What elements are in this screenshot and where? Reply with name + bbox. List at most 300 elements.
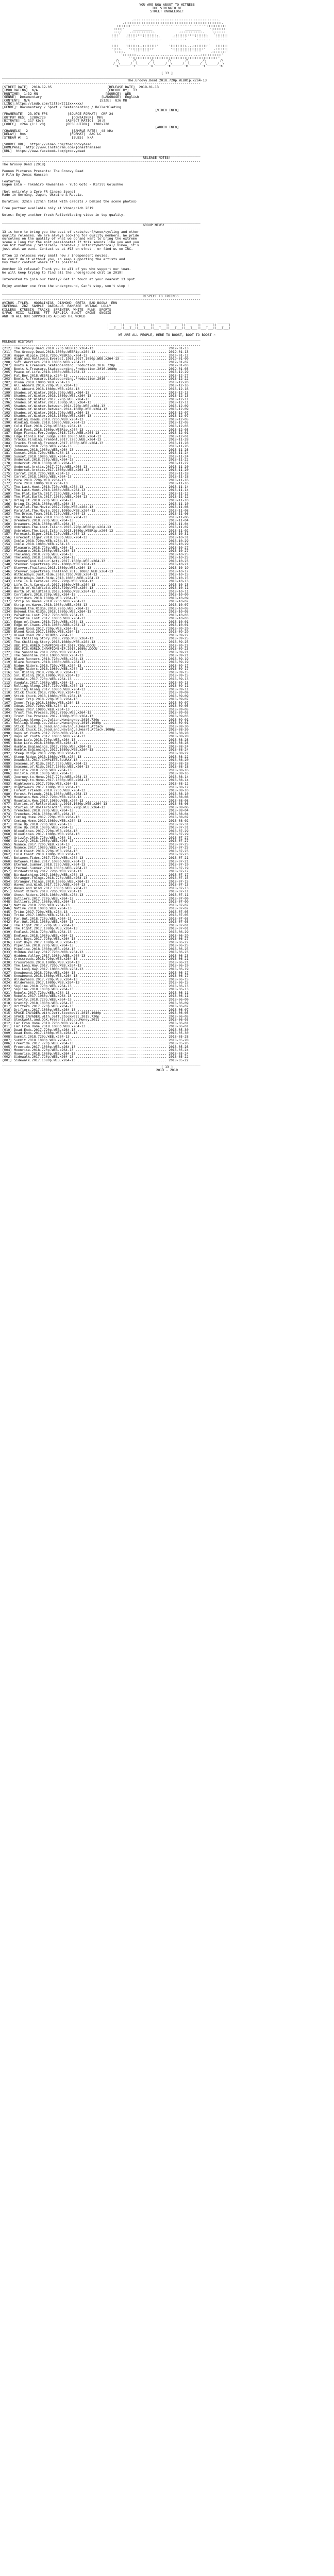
history-index: (042) xyxy=(2,920,14,924)
history-leader: .............................................. xyxy=(73,839,169,843)
history-title: Outliers.2017.720p.WEB.x264-13 xyxy=(14,896,74,901)
history-date: 2018-08-16 xyxy=(169,771,189,776)
history-title: The.Dream.Team.2018.720p.WEB.x264-13 xyxy=(14,512,86,516)
history-title: Native.2018.1080p.WEB.x264-13 xyxy=(14,906,72,911)
history-leader: ........................... xyxy=(111,525,169,530)
history-index: (024) xyxy=(2,980,14,985)
history-leader: .............................................. xyxy=(73,1041,169,1046)
history-leader: ............................................ xyxy=(77,596,169,600)
history-title: Hightowers.2017.1080p.WEB.x264-13 xyxy=(14,785,80,789)
history-leader: ........................................ xyxy=(85,420,169,425)
history-date: 2019-01-13 xyxy=(169,349,189,354)
history-title: Trenches.2018.1080p.WEB.x264-13 xyxy=(14,811,76,816)
history-title: Between.Tides.2017.1080p.WEB.x264-13 xyxy=(14,859,86,863)
release-notes-line: Eugen Enin - Takahiro Nawashima - Yuto Goto - Kirill Golushko xyxy=(2,182,123,187)
history-date: 2018-06-17 xyxy=(169,970,189,975)
history-title: Shades.of.Winter.2016.1080p.WEB.x264-13 xyxy=(14,394,92,398)
history-leader: .................................... xyxy=(93,714,169,719)
history-leader: ......................................... xyxy=(83,484,169,489)
history-date: 2018-10-11 xyxy=(169,586,189,590)
history-date: 2018-07-27 xyxy=(169,835,189,840)
history-title: Tribe.2017.720p.WEB.x264-13 xyxy=(14,909,68,914)
history-title: Inner.Trip.2018.1080p.WEB.x264-13 xyxy=(14,700,80,705)
video-row-2-value: 1280x720 xyxy=(29,115,46,120)
history-title: The.Long.Way.2017.720p.WEB.x264-13 xyxy=(14,963,81,968)
history-leader: ............................................. xyxy=(75,549,169,553)
history-index: (063) xyxy=(2,849,14,853)
history-leader: ......................................... xyxy=(83,427,169,432)
history-date: 2018-05-24 xyxy=(169,1051,189,1056)
history-leader: .......................................... xyxy=(81,795,169,800)
history-title: SPACE.INVADER.with.Jeff.Stockwell.2015.720p xyxy=(14,1014,99,1019)
history-title: Stories.of.Rollerblading.2016.1080p.WEB.x264-13 xyxy=(14,802,107,806)
history-date: 2018-07-11 xyxy=(169,893,189,897)
history-leader: ................................. xyxy=(99,1014,169,1019)
history-title: Dead.Ends.2017.1080p.WEB.x264-13 xyxy=(14,1031,78,1036)
history-date: 2018-11-08 xyxy=(169,508,189,513)
history-index: (062) xyxy=(2,852,14,857)
history-title: Trust.The.Process.2017.720p.WEB.x264-13 xyxy=(14,710,92,715)
release-notes-line: Featuring xyxy=(2,179,20,183)
history-title: Seasons.of.Ride.2017.1080p.WEB.x264-13 xyxy=(14,765,90,769)
video-row-4-label: [CODEC] xyxy=(2,122,16,126)
history-title: Beyond.the.Ridge.2018.1080p.WEB.x264-13 xyxy=(14,609,92,614)
history-title: Rebels.2017.720p.WEB.x264-13 xyxy=(14,990,70,995)
history-title: Ghost.Riders.2018.720p.WEB.x264-13 xyxy=(14,889,81,894)
history-date: 2018-06-05 xyxy=(169,1011,189,1015)
history-index: (001) xyxy=(2,1058,14,1062)
history-title: Far.From.Home.2018.1080p.WEB.x264-13 xyxy=(14,1024,86,1029)
history-leader: ................................................ xyxy=(69,707,169,711)
history-date: 2018-11-18 xyxy=(169,471,189,476)
history-leader: ............................................... xyxy=(71,454,169,459)
history-index: (018) xyxy=(2,1001,14,1005)
history-title: Ideas.2017.1080p.WEB.x264-13 xyxy=(14,707,70,711)
history-leader: ........................................ xyxy=(85,512,169,516)
history-title: Life.Is.A.Carnival.2017.1080p.WEB.x264-13 xyxy=(14,582,95,587)
imdb-link[interactable]: [LINK]:https://imdb.com/title/tt13xxxxxx/ xyxy=(2,101,84,106)
history-index: (184) xyxy=(2,440,14,445)
history-leader: ......................................... xyxy=(83,893,169,897)
history-title: Boots.A.Treasure.Skateboarding.Production.2016 xyxy=(14,377,106,381)
history-leader: ................................... xyxy=(95,639,169,644)
history-title: Freeride.2017.1080p.WEB.x264-13 xyxy=(14,1044,76,1049)
history-index: (054) xyxy=(2,879,14,884)
history-index: (146) xyxy=(2,569,14,573)
genre-line: [GENRE]: Documentary / Sport / Skateboarding / Rollerblading xyxy=(2,105,121,109)
history-leader: ........................................ xyxy=(85,488,169,493)
history-index: (143) xyxy=(2,579,14,584)
history-date: 2018-06-25 xyxy=(169,946,189,951)
history-leader: ........................................... xyxy=(79,700,169,705)
history-index: (026) xyxy=(2,974,14,978)
history-leader: .............................................. xyxy=(73,808,169,813)
history-leader: .......................................... xyxy=(81,650,169,654)
history-leader: ............................................... xyxy=(71,768,169,772)
history-title: Johnson.2018.720p.WEB.x264-13 xyxy=(14,444,72,449)
history-date: 2018-09-05 xyxy=(169,704,189,708)
history-leader: ......................................... xyxy=(83,872,169,877)
history-date: 2018-09-17 xyxy=(169,663,189,668)
ascii-banner: _______ ______ _______ _______ _______ _______ _______ _______ | _ || _ || _ || _ || _ || _ || _ || _ | |___|___||___|__||___|___||___|___||___|___||___|___||___|___||___|___| xyxy=(107,320,230,330)
history-date: 2018-06-19 xyxy=(169,963,189,968)
history-title: Freeride.2017.720p.WEB.x264-13 xyxy=(14,1041,74,1046)
history-title: Life.Is.A.Carnival.2017.720p.WEB.x264-13 xyxy=(14,579,93,584)
history-leader: ................................................ xyxy=(69,451,169,455)
history-date: 2018-08-30 xyxy=(169,724,189,728)
history-index: (079) xyxy=(2,795,14,800)
audio-row-3-value: 1 xyxy=(26,135,28,140)
history-leader: ........................................... xyxy=(79,980,169,985)
history-date: 2018-11-26 xyxy=(169,444,189,449)
history-title: Cold.Feet.2018.1080p.WEBRip.x264-13 xyxy=(14,427,84,432)
history-date: 2018-10-31 xyxy=(169,535,189,540)
history-title: Lost.Boys.2017.720p.WEB.x264-13 xyxy=(14,937,76,941)
history-date: 2018-07-13 xyxy=(169,883,189,887)
history-date: 2018-11-06 xyxy=(169,512,189,516)
history-title: Sol.Rising.2018.1080p.WEB.x264-13 xyxy=(14,673,80,678)
history-index: (011) xyxy=(2,1024,14,1029)
history-leader: ........................................... xyxy=(79,785,169,789)
history-leader: ...................................... xyxy=(89,765,169,769)
history-date: 2018-08-22 xyxy=(169,751,189,756)
history-title: Wilderness.2017.720p.WEB.x264-13 xyxy=(14,977,78,981)
history-leader: ........................................ xyxy=(85,687,169,691)
history-leader: ............................................ xyxy=(77,977,169,981)
history-leader: ......................................... xyxy=(83,417,169,421)
history-date: 2018-05-28 xyxy=(169,1034,189,1039)
release-notes-line: Free partner available only at Vimeo/rich 2019 xyxy=(2,206,93,211)
history-index: (158) xyxy=(2,528,14,533)
info-runtime: 1:32 MN xyxy=(24,91,38,96)
history-leader: ...................................... xyxy=(89,879,169,884)
history-title: The.Dream.Team.2018.1080p.WEB.x264-13 xyxy=(14,515,88,519)
history-leader: ............................................ xyxy=(77,670,169,674)
history-leader: ........................................ xyxy=(85,734,169,739)
history-date: 2018-05-30 xyxy=(169,1031,189,1036)
history-date: 2018-10-17 xyxy=(169,569,189,573)
history-index: (201) xyxy=(2,383,14,388)
history-index: (121) xyxy=(2,653,14,658)
greets-line: Q/FAK MIXX ALIENS FTT REPLICA BUNDT CRONE GNOSIS xyxy=(2,311,111,315)
history-title: Humble.Beginnings.2017.1080p.WEB.x264-13 xyxy=(14,748,93,752)
history-leader: ............................................. xyxy=(75,592,169,597)
history-index: (069) xyxy=(2,828,14,833)
history-index: (198) xyxy=(2,394,14,398)
history-index: (067) xyxy=(2,835,14,840)
history-date: 2018-09-11 xyxy=(169,687,189,691)
history-date: 2018-09-01 xyxy=(169,721,189,725)
history-leader: ............................................... xyxy=(71,845,169,850)
link-1-url[interactable]: https://vimeo.com/thegroovydead xyxy=(29,142,92,146)
history-leader: ..................................... xyxy=(91,394,169,398)
history-leader: ........................................ xyxy=(85,883,169,887)
history-index: (016) xyxy=(2,1007,14,1012)
history-index: (194) xyxy=(2,407,14,412)
history-title: The.Groovy.Dead.2018.720p.WEBRip.x264-13 xyxy=(14,346,93,351)
history-title: Cold.Feet.2018.720p.WEBRip.x264-13 xyxy=(14,423,81,428)
history-title: Carrot.2018.720p.WEB.x264-13 xyxy=(14,471,70,476)
history-title: Pure.2018.720p.WEB.x264-13 xyxy=(14,478,66,482)
history-date: 2018-08-10 xyxy=(169,788,189,793)
history-leader: .............................................. xyxy=(73,457,169,462)
history-title: Rolling.Along.Jo.Julian.Hemingway.2016.1080p xyxy=(14,721,102,725)
history-index: (188) xyxy=(2,427,14,432)
release-notes-line: The Groovy Dead (2018) xyxy=(2,162,46,167)
video-row-1-label: [FRAMERATE] xyxy=(2,111,24,116)
history-leader: ................................ xyxy=(101,721,169,725)
history-index: (123) xyxy=(2,647,14,651)
history-date: 2018-09-17 xyxy=(169,667,189,671)
history-date: 2018-12-05 xyxy=(169,417,189,421)
link-2-url[interactable]: http://www.instagram.com/jonasthanssen xyxy=(26,145,102,150)
history-date: 2019-01-09 xyxy=(169,357,189,361)
history-date: 2018-06-27 xyxy=(169,937,189,941)
history-index: (080) xyxy=(2,791,14,796)
history-leader: ............................................. xyxy=(75,1058,169,1062)
greets-header: RESPECT TO FRIENDS xyxy=(143,294,179,298)
history-leader: .................................. xyxy=(97,572,169,577)
history-leader: ......................................... xyxy=(83,855,169,860)
history-index: (012) xyxy=(2,1021,14,1025)
history-index: (122) xyxy=(2,650,14,654)
history-title: Drifters.2017.720p.WEB.x264-13 xyxy=(14,1004,74,1009)
history-leader: ....................................... xyxy=(87,464,169,469)
history-title: Stick.Chuck.Is.Dead.and.Having.a.Heart.Attack xyxy=(14,724,104,728)
history-leader: ............................................ xyxy=(77,926,169,931)
history-date: 2018-07-15 xyxy=(169,876,189,880)
history-date: 2018-06-07 xyxy=(169,1007,189,1012)
history-title: Unbroken.The.Lost.Island.2015.1080p.WEBRip.x264-13 xyxy=(14,528,113,533)
history-leader: ............................. xyxy=(107,802,169,806)
info-size-label: [SIZE] xyxy=(99,98,111,103)
history-title: Mountain.Men.2017.1080p.WEB.x264-13 xyxy=(14,798,84,803)
intro-line-3: STREET KNOWLEDGE! xyxy=(150,9,184,14)
history-title: Waves.and.Wind.2017.1080p.WEB.x264-13 xyxy=(14,886,88,890)
history-index: (031) xyxy=(2,957,14,961)
history-date: 2018-11-14 xyxy=(169,484,189,489)
history-leader: ....................................... xyxy=(87,535,169,540)
history-date: 2018-09-13 xyxy=(169,677,189,681)
info-content: N/A xyxy=(24,98,30,103)
history-date: 2018-12-07 xyxy=(169,414,189,418)
history-leader: .................................. xyxy=(97,647,169,651)
group-news-line: can hit Youtube / SkinTrain/ Pinkbike / Infinitymetrical/ Vimeo, it's xyxy=(2,243,139,248)
greets-line: KILLERS KTRESIN TRACKS SPRINTER WHITE PUNK SPORTS xyxy=(2,307,111,312)
history-title: UBC.FIS.WORLD.CHAMPIONSHIP.2017.1080p.DOCU xyxy=(14,647,97,651)
history-index: (002) xyxy=(2,1055,14,1059)
info-release-date: 2019-01-13 xyxy=(139,84,159,89)
history-date: 2018-07-09 xyxy=(169,900,189,904)
history-index: (081) xyxy=(2,788,14,793)
history-index: (133) xyxy=(2,613,14,617)
history-index: (209) xyxy=(2,357,14,361)
video-row-2-label-b: [CONTAINER] xyxy=(71,115,94,120)
history-leader: ........................................... xyxy=(79,673,169,678)
history-date: 2018-08-26 xyxy=(169,741,189,745)
history-date: 2018-12-16 xyxy=(169,386,189,391)
history-index: (022) xyxy=(2,987,14,992)
history-index: (030) xyxy=(2,960,14,964)
link-2-label: [HOMEPAGE] xyxy=(2,145,22,150)
history-index: (189) xyxy=(2,423,14,428)
history-title: Withindays.Just.Ride.2018.720p.WEB.x264-13 xyxy=(14,572,97,577)
history-date: 2018-08-04 xyxy=(169,811,189,816)
history-title: Hidden.Valley.2017.1080p.WEB.x264-13 xyxy=(14,953,86,958)
history-title: The.Flat.Earth.2017.720p.WEB.x264-13 xyxy=(14,491,86,496)
history-title: Withindays.Just.Ride.2018.1080p.WEB.x264-13 xyxy=(14,575,99,580)
history-title: All.Aboard.2018.1080p.WEB.x264-13 xyxy=(14,386,80,391)
history-leader: ....................................... xyxy=(87,602,169,607)
history-index: (162) xyxy=(2,515,14,519)
history-date: 2018-09-23 xyxy=(169,647,189,651)
history-date: 2018-09-07 xyxy=(169,697,189,702)
history-index: (128) xyxy=(2,630,14,634)
history-leader: ....................................... xyxy=(87,876,169,880)
history-index: (084) xyxy=(2,778,14,783)
history-date: 2018-08-12 xyxy=(169,785,189,789)
history-date: 2018-07-09 xyxy=(169,896,189,901)
history-leader: ............................................... xyxy=(71,474,169,479)
link-3-url[interactable]: https://www.facebook.com/groovydead xyxy=(15,149,86,153)
history-leader: ................................ xyxy=(101,434,169,438)
history-date: 2018-12-07 xyxy=(169,410,189,415)
history-index: (181) xyxy=(2,451,14,455)
history-index: (003) xyxy=(2,1051,14,1056)
history-index: (169) xyxy=(2,491,14,496)
history-title: Vandals.2017.720p.WEB.x264-13 xyxy=(14,677,72,681)
history-title: Rolling.Along.Jo.Julian.Hemingway.2016.720p xyxy=(14,717,99,722)
history-title: Bloodlines.2017.720p.WEB.x264-13 xyxy=(14,828,78,833)
history-index: (145) xyxy=(2,572,14,577)
history-index: (190) xyxy=(2,420,14,425)
history-leader: ............................................. xyxy=(75,1007,169,1012)
history-date: 2018-11-10 xyxy=(169,501,189,506)
history-leader: ................................... xyxy=(95,562,169,567)
history-date: 2019-01-12 xyxy=(169,353,189,358)
history-leader: ........................................ xyxy=(85,616,169,621)
history-date: 2018-07-17 xyxy=(169,869,189,874)
history-title: Sufi.Warriors.2018.1080p.WEB.x264-13 xyxy=(14,360,86,364)
history-index: (100) xyxy=(2,724,14,728)
history-index: (051) xyxy=(2,889,14,894)
history-index: (117) xyxy=(2,667,14,671)
history-leader: ............................................ xyxy=(77,383,169,388)
info-street-date-label: [STREET DATE] xyxy=(2,84,28,89)
history-title: The.Last.Hunt.2018.720p.WEB.x264-13 xyxy=(14,484,84,489)
history-title: The.Chilling.Story.2018.720p.WEB.x264-13 xyxy=(14,636,93,641)
history-date: 2018-05-28 xyxy=(169,1038,189,1042)
history-index: (167) xyxy=(2,498,14,503)
history-title: Pure.2018.1080p.WEB.x264-13 xyxy=(14,481,68,486)
info-source-label: [SOURCE] xyxy=(105,91,121,96)
history-title: Thelemag.2018.720p.WEB.x264-13 xyxy=(14,552,74,556)
history-date: 2018-10-03 xyxy=(169,613,189,617)
history-date: 2018-06-01 xyxy=(169,1021,189,1025)
history-leader: .......................... xyxy=(113,528,169,533)
nfo-document: YOU ARE NOW ABOUT TO WITNESS THE STRENGTH OF STREET KNOWLEDGE! .:::::::::::::::::::::::::::::::::::::::::::::::::. .::::::::::::::::::::::::::::::::::::::::::::::::::::::::. ::::::::''''''''''''''''''''''''''''''''''''''''''''::::::::::: :::::' ___________ _________ '::::::::: ::::' .:::::::::::::. .:::::::::::::. ':::::::: ::::' :::::::::::::::::. .::::::::::::::::::. '::::::: :::: ::::::' '::::::::: ::::::::' '::::::: ::::::: :::: :::::' ::::::::: ::::::::' '::::::: ::::::: :::: :::::. :::::::: ::::::::. .::::::: ::::::: :::: ':::::::..::::::::' ':::::::::....::::::::' ::::::: '::::. ':::::::::::::' '::::::::::::::::::' .::::::: ':::::. ''''''''' '''''''''''''''' .::::::::' '::::::::.....................................::::::::::::' '':::::::::::::::::::::::::::::::::::::::::::::::::'' /\ /\ /\ /\ /\ /\ /\ /__\______/__\______/__\______/__\______/__\______/__\______/__\ S T R E E T K [ 13 ] ____________________________________________________________________________________________________ The.Groovy.Dead.2018.720p.WEBRip.x264-13 ---------------------------------------------------------------------------------------------------- [STREET DATE] 2018-12-05 [RELEASE DATE] 2019-01-13 [IMDB RATING] N/A [ENCODE BY] 13 [RUNTIME] 1:32 MN [SOURCE] WEB [GENRE] Documentary [LANGUAGE] English [CONTENT] N/A [SIZE] 826 MB [LINK]:https://imdb.com/title/tt13xxxxxx/ [GENRE]: Documentary / Sport / Skateboarding / Rollerblading [VIDEO_INFO] [FRAMERATE] 23.976 FPS [SOURCE FORMAT] CRF 24 [OUTPUT RES] 1280x720 [CONTAINER] MKV [BITRATE] 1 117 kb/s [ASPECT RATIO] 16:9 [CODEC] x264 (1:1 v0) [RESOLUTION] 1280x720 [AUDIO_INFO] [CHANNELS] 2 [SAMPLE RATE] 48 kHz [DELAY] 0ms [FORMAT] AAC LC [STREAM #] 1 [SUBS] N/A [SOURCE URL] https://vimeo.com/thegroovydead [HOMEPAGE] http://www.instagram.com/jonasthanssen [URL] https://www.facebook.com/groovydead ____________________________________________________________________________________________________ RELEASE NOTES! ---------------------------------------------------------------------------------------------------- The Groovy Dead (2018) Pennon Pictures Presents: The Groovy Dead A Film By Jonas Hanssen Featuring Eugen Enin - Takahiro Nawashima - Yuto Goto - Kirill Golushko [Not entirely a Zero FR Cinema Scene] Made in Germany, Japan, Ukraine & Russia. Duration: 32min (27min total with credits / behind the scene photos) Free partner available only at Vimeo/rich 2019 Notes: Enjoy another fresh Rollerblading video in top quality. ____________________________________________________________________________________________________ GROUP NEWS! ---------------------------------------------------------------------------------------------------- 13 is here to bring you the best of skate/surf/snow/cycling and other quality releases. We are always looking for quality members. We pride ourselves on the quality of what we do and want to bring the extreme scene a long for the most passionate! If this sounds like you and you can hit Youtube / SkinTrain/ Pinkbike / Infinitymetrical/ Vimeo, it's just what we want. Contact us at #13 on efnet - or find us on IRC. Often 13 releases very small new / independent movies. We can't do it without you, so keep supporting the artists and buy their content where it is possible. Another 13 release? Thank you to all of you who support our team. We will keep trying to find all the underground chit in 2019! Interested to join our family? Get in touch at your nearest 13 spot. Enjoy another one from the underground, Can't stop, won't stop ! ____________________________________________________________________________________________________ RESPECT TO FRIENDS ---------------------------------------------------------------------------------------------------- #VIRUS -TYLER- HOOBLINIGS DIAMOND GRETA BAD BOONA ERN INFERNAL ZBZ SAMPLE DAEDALUS RAMPAGE WUTANG LOLLY KILLERS KTRESIN TRACKS SPRINTER WHITE PUNK SPORTS Q/FAK MIXX ALIENS FTT REPLICA BUNDT CRONE GNOSIS AND TO ALL OUR SUPPORTERS AROUND THE WORLD _______ ______ _______ _______ _______ _______ _______ _______ | _ || _ || _ || _ || _ || _ || _ || _ | |___|___||___|__||___|___||___|___||___|___||___|___||___|___||___|___| WE ARE ALL PEOPLE, HERE TO BOOST, BOOT TO BOOST ~ ____________________________________________________________________________________________________ RELEASE HISTORY! ---------------------------------------------------------------------------------------------------- (212) The.Groovy.Dead.2018.720p.WEBRip.x264-13 .................................... 2019-01-13 (211) The.Groovy.Dead.2018.1080p.WEBRip.x264-13 ................................... 2019-01-13 (210) Happy.Hippie.2018.720p.WEBRip.x264-13 ....................................... 2019-01-12 (209) High.and.Hollowed.Everest.1963.2017.1080p.WEB.x264-13 ....................... 2019-01-09 (208) Sufi.Warriors.2018.1080p.WEB.x264-13 ........................................ 2019-01-07 (207) Boots.A.Treasure.Skateboarding.Production.2016.720p ......................... 2019-01-03 (206) Boots.A.Treasure.Skateboarding.Production.2016.1080p ........................ 2019-01-03 (205) Peace.of.Life.2018.1080p.WEB.x264-13 ........................................ 2018-12-29 (204) Fat.Boy.2018.WEBRip.x264-13 ................................................. 2018-12-27 (203) Boots.A.Treasure.Skateboarding.Production.2016 .............................. 2018-12-22 (202) Kiona.2018.1080p.WEB.x264-13 ................................................ 2018-12-20 (201) All.Aboard.2018.720p.WEB.x264-13 ............................................ 2018-12-16 (200) All.Aboard.2018.1080p.WEB.x264-13 ........................................... 2018-12-16 (199) Shades.of.Winter.2016.720p.WEB.x264-13 ...................................... 2018-12-13 (198) Shades.of.Winter.2016.1080p.WEB.x264-13 ..................................... 2018-12-13 (197) Shades.of.Winter.2017.720p.WEB.x264-13 ...................................... 2018-12-11 (196) Shades.of.Winter.2017.1080p.WEB.x264-13 ..................................... 2018-12-11 (195) Shades.of.Winter.Between.2014.720p.WEB.x264-13 .............................. 2018-12-09 (194) Shades.of.Winter.Between.2014.1080p.WEB.x264-13 ............................. 2018-12-09 (193) Shades.of.Winter.2018.720p.WEB.x264-13 ...................................... 2018-12-07 (192) Shades.of.Winter.2018.1080p.WEB.x264-13 ..................................... 2018-12-07 (191) Winding.Roads.2018.720p.WEB.x264-13 ......................................... 2018-12-05 (190) Winding.Roads.2018.1080p.WEB.x264-13 ........................................ 2018-12-05 (189) Cold.Feet.2018.720p.WEBRip.x264-13 .......................................... 2018-12-03 (188) Cold.Feet.2018.1080p.WEBRip.x264-13 ......................................... 2018-12-03 (187) Edge.Fionis.For.Judge.2018.720p.WEB.x264-13 ................................. 2018-12-01 (186) Edge.Fionis.For.Judge.2018.1080p.WEB.x264-13 ................................ 2018-12-01 (185) Tracks.Finding.Fremont.2017.720p.WEB.x264-13 ................................ 2018-11-28 (184) Tracks.Finding.Fremont.2017.1080p.WEB.x264-13 ............................... 2018-11-28 (183) Johnson.2018.720p.WEB.x264-13 ............................................... 2018-11-26 (182) Johnson.2018.1080p.WEB.x264-13 .............................................. 2018-11-26 (181) Sunset.2018.720p.WEB.x264-13 ................................................ 2018-11-24 (180) Sunset.2018.1080p.WEB.x264-13 ............................................... 2018-11-24 (179) Undercut.2018.720p.WEB.x264-13 .............................................. 2018-11-22 (178) Undercut.2018.1080p.WEB.x264-13 ............................................. 2018-11-22 (177) Undercut.Arctic.2017.720p.WEB.x264-13 ....................................... 2018-11-20 (176) Undercut.Arctic.2017.1080p.WEB.x264-13 ...................................... 2018-11-20 (175) Carrot.2018.720p.WEB.x264-13 ................................................ 2018-11-18 (174) Carrot.2018.1080p.WEB.x264-13 ............................................... 2018-11-18 (173) Pure.2018.720p.WEB.x264-13 .................................................. 2018-11-16 (172) Pure.2018.1080p.WEB.x264-13 ................................................. 2018-11-16 (171) The.Last.Hunt.2018.720p.WEB.x264-13 ......................................... 2018-11-14 (170) The.Last.Hunt.2018.1080p.WEB.x264-13 ........................................ 2018-11-14 (169) The.Flat.Earth.2017.720p.WEB.x264-13 ........................................ 2018-11-12 (168) The.Flat.Earth.2017.1080p.WEB.x264-13 ....................................... 2018-11-12 (167) Bring.It.2018.720p.WEB.x264-13 .............................................. 2018-11-10 (166) Bring.It.2018.1080p.WEB.x264-13 ............................................. 2018-11-10 (165) Parallel.The.Movie.2017.720p.WEB.x264-13 .................................... 2018-11-08 (164) Parallel.The.Movie.2017.1080p.WEB.x264-13 ................................... 2018-11-08 (163) The.Dream.Team.2018.720p.WEB.x264-13 ........................................ 2018-11-06 (162) The.Dream.Team.2018.1080p.WEB.x264-13 ....................................... 2018-11-06 (161) Dreamers.2018.720p.WEB.x264-13 .............................................. 2018-11-04 (160) Dreamers.2018.1080p.WEB.x264-13 ............................................. 2018-11-04 (159) Unbroken.The.Lost.Island.2015.720p.WEBRip.x264-13 ........................... 2018-11-02 (158) Unbroken.The.Lost.Island.2015.1080p.WEBRip.x264-13 .......................... 2018-11-02 (157) Forecast.Eiger.2018.720p.WEB.x264-13 ........................................ 2018-10-31 (156) Forecast.Eiger.2018.1080p.WEB.x264-13 ....................................... 2018-10-31 (155) Inkle.2018.720p.WEB.x264-13 ................................................. 2018-10-29 (154) Inkle.2018.1080p.WEB.x264-13 ................................................ 2018-10-29 (153) Pleasure.2018.720p.WEB.x264-13 .............................................. 2018-10-27 (152) Pleasure.2018.1080p.WEB.x264-13 ............................................. 2018-10-27 (151) Thelemag.2018.720p.WEB.x264-13 .............................................. 2018-10-25 (150) Thelemag.2018.1080p.WEB.x264-13 ............................................. 2018-10-25 (149) Stevver.And.Colour.Acts.2017.1080p.WEB.x264-13 .............................. 2018-10-23 (148) Stevver.Supertramp.2017.1080p.WEB.x264-13 ................................... 2018-10-21 (147) Stevver.Thailand.2015.1080p.WEB.x264-13 ..................................... 2018-10-19 (146) Stevver.Supertramp.Thailand.2015.1080p.WEB.x264-13 .......................... 2018-10-17 (145) Withindays.Just.Ride.2018.720p.WEB.x264-13 .................................. 2018-10-15 (144) Withindays.Just.Ride.2018.1080p.WEB.x264-13 ................................. 2018-10-15 (143) Life.Is.A.Carnival.2017.720p.WEB.x264-13 .................................... 2018-10-13 (142) Life.Is.A.Carnival.2017.1080p.WEB.x264-13 ................................... 2018-10-13 (141) Worth.of.Wildfield.2018.720p.WEB.x264-13 .................................... 2018-10-11 (140) Worth.of.Wildfield.2018.1080p.WEB.x264-13 ................................... 2018-10-11 (139) Corridors.2018.720p.WEB.x264-13 ............................................. 2018-10-09 (138) Corridors.2018.1080p.WEB.x264-13 ............................................ 2018-10-09 (137) Strip.on.Waves.2018.720p.WEB.x264-13 ........................................ 2018-10-07 (136) Strip.on.Waves.2018.1080p.WEB.x264-13 ....................................... 2018-10-07 (135) Beyond.the.Ridge.2018.720p.WEB.x264-13 ...................................... 2018-10-05 (134) Beyond.the.Ridge.2018.1080p.WEB.x264-13 ..................................... 2018-10-05 (133) Paradise.Lost.2017.720p.WEB.x264-13 ......................................... 2018-10-03 (132) Paradise.Lost.2017.1080p.WEB.x264-13 ........................................ 2018-10-03 (131) Edge.of.Chaos.2018.720p.WEB.x264-13 ......................................... 2018-10-01 (130) Edge.of.Chaos.2018.1080p.WEB.x264-13 ........................................ 2018-10-01 (129) Blood.Road.2017.720p.WEB.x264-13 ............................................ 2018-09-29 (128) Blood.Road.2017.1080p.WEB.x264-13 ........................................... 2018-09-29 (127) Blood.Road.2017.WEBRip.x264-13 .............................................. 2018-09-27 (126) The.Chilling.Story.2018.720p.WEB.x264-13 .................................... 2018-09-25 (125) The.Chilling.Story.2018.1080p.WEB.x264-13 ................................... 2018-09-25 (124) UBC.FIS.WORLD.CHAMPIONSHIP.2017.720p.DOCU ................................... 2018-09-23 (123) UBC.FIS.WORLD.CHAMPIONSHIP.2017.1080p.DOCU .................................. 2018-09-23 (122) The.Sunshine.2018.720p.WEB.x264-13 .......................................... 2018-09-21 (121) The.Sunshine.2018.1080p.WEB.x264-13 ......................................... 2018-09-21 (120) Blaze.Runners.2018.720p.WEB.x264-13 ......................................... 2018-09-19 (119) Blaze.Runners.2018.1080p.WEB.x264-13 ........................................ 2018-09-19 (118) Ridge.Riders.2018.720p.WEB.x264-13 .......................................... 2018-09-17 (117) Ridge.Riders.2018.1080p.WEB.x264-13 ......................................... 2018-09-17 (116) Sol.Rising.2018.720p.WEB.x264-13 ............................................ 2018-09-15 (115) Sol.Rising.2018.1080p.WEB.x264-13 ........................................... 2018-09-15 (114) Vandals.2017.720p.WEB.x264-13 ............................................... 2018-09-13 (113) Vandals.2017.1080p.WEB.x264-13 .............................................. 2018-09-13 (112) Rolling.Along.2017.720p.WEB.x264-13 ......................................... 2018-09-11 (111) Rolling.Along.2017.1080p.WEB.x264-13 ........................................ 2018-09-11 (110) Stick.Chuck.2018.720p.WEB.x264-13 ........................................... 2018-09-09 (109) Stick.Chuck.2018.1080p.WEB.x264-13 .......................................... 2018-09-09 (108) Inner.Trip.2018.720p.WEB.x264-13 ............................................ 2018-09-07 (107) Inner.Trip.2018.1080p.WEB.x264-13 ........................................... 2018-09-07 (106) Ideas.2017.720p.WEB.x264-13 ................................................. 2018-09-05 (105) Ideas.2017.1080p.WEB.x264-13 ................................................ 2018-09-05 (104) Trust.The.Process.2017.720p.WEB.x264-13 ..................................... 2018-09-03 (103) Trust.The.Process.2017.1080p.WEB.x264-13 .................................... 2018-09-03 (102) Rolling.Along.Jo.Julian.Hemingway.2016.720p ................................. 2018-09-01 (101) Rolling.Along.Jo.Julian.Hemingway.2016.1080p ................................ 2018-09-01 (100) Stick.Chuck.Is.Dead.and.Having.a.Heart.Attack ............................... 2018-08-30 (099) Stick.Chuck.Is.Dead.and.Having.a.Heart.Attack.1080p ......................... 2018-08-30 (098) Days.of.Youth.2017.720p.WEB.x264-13 ......................................... 2018-08-28 (097) Days.of.Youth.2017.1080p.WEB.x264-13 ........................................ 2018-08-28 (096) Bike.Life.2018.720p.WEB.x264-13 ............................................. 2018-08-26 (095) Bike.Life.2018.1080p.WEB.x264-13 ............................................ 2018-08-26 (094) Humble.Beginnings.2017.720p.WEB.x264-13 ..................................... 2018-08-24 (093) Humble.Beginnings.2017.1080p.WEB.x264-13 .................................... 2018-08-24 (092) Steep.Ridge.2018.720p.WEB.x264-13 ........................................... 2018-08-22 (091) Steep.Ridge.2018.1080p.WEB.x264-13 .......................................... 2018-08-22 (090) Downhill.2017.COMPLETE.BLURAY-13 ............................................ 2018-08-20 (089) Seasons.of.Ride.2017.720p.WEB.x264-13 ....................................... 2018-08-18 (088) Seasons.of.Ride.2017.1080p.WEB.x264-13 ...................................... 2018-08-18 (087) Bolivia.2018.720p.WEB.x264-13 ............................................... 2018-08-16 (086) Bolivia.2018.1080p.WEB.x264-13 .............................................. 2018-08-16 (085) Journey.to.Home.2017.720p.WEB.x264-13 ....................................... 2018-08-14 (084) Journey.to.Home.2017.1080p.WEB.x264-13 ...................................... 2018-08-14 (083) Hightowers.2017.720p.WEB.x264-13 ............................................ 2018-08-12 (082) Hightowers.2017.1080p.WEB.x264-13 ........................................... 2018-08-12 (081) Forest.Friends.2018.720p.WEB.x264-13 ........................................ 2018-08-10 (080) Forest.Friends.2018.1080p.WEB.x264-13 ....................................... 2018-08-10 (079) Mountain.Men.2017.720p.WEB.x264-13 .......................................... 2018-08-08 (078) Mountain.Men.2017.1080p.WEB.x264-13 ......................................... 2018-08-08 (077) Stories.of.Rollerblading.2016.1080p.WEB.x264-13 ............................. 2018-08-06 (076) Stories.of.Rollerblading.2016.720p.WEB.x264-13 .............................. 2018-08-06 (075) Trenches.2018.720p.WEB.x264-13 .............................................. 2018-08-04 (074) Trenches.2018.1080p.WEB.x264-13 ............................................. 2018-08-04 (073) Coming.Home.2017.720p.WEB.x264-13 ........................................... 2018-08-02 (072) Coming.Home.2017.1080p.WEB.x264-13 .......................................... 2018-08-02 (071) Rise.Up.2018.720p.WEB.x264-13 ............................................... 2018-07-31 (070) Rise.Up.2018.1080p.WEB.x264-13 .............................................. 2018-07-31 (069) Bloodlines.2017.720p.WEB.x264-13 ............................................ 2018-07-29 (068) Bloodlines.2017.1080p.WEB.x264-13 ........................................... 2018-07-29 (067) Grizzly.2018.720p.WEB.x264-13 ............................................... 2018-07-27 (066) Grizzly.2018.1080p.WEB.x264-13 .............................................. 2018-07-27 (065) Nuance.2017.720p.WEB.x264-13 ................................................ 2018-07-25 (064) Nuance.2017.1080p.WEB.x264-13 ............................................... 2018-07-25 (063) Cold.Coast.2018.720p.WEB.x264-13 ............................................ 2018-07-23 (062) Cold.Coast.2018.1080p.WEB.x264-13 ........................................... 2018-07-23 (061) Between.Tides.2017.720p.WEB.x264-13 ......................................... 2018-07-21 (060) Between.Tides.2017.1080p.WEB.x264-13 ........................................ 2018-07-21 (059) Eternal.Summer.2018.720p.WEB.x264-13 ........................................ 2018-07-19 (058) Eternal.Summer.2018.1080p.WEB.x264-13 ....................................... 2018-07-19 (057) Birdwatching.2017.720p.WEB.x264-13 .......................................... 2018-07-17 (056) Birdwatching.2017.1080p.WEB.x264-13 ......................................... 2018-07-17 (055) Stranger.Things.2018.720p.WEB.x264-13 ....................................... 2018-07-15 (054) Stranger.Things.2018.1080p.WEB.x264-13 ...................................... 2018-07-15 (053) Waves.and.Wind.2017.720p.WEB.x264-13 ........................................ 2018-07-13 (052) Waves.and.Wind.2017.1080p.WEB.x264-13 ....................................... 2018-07-13 (051) Ghost.Riders.2018.720p.WEB.x264-13 .......................................... 2018-07-11 (050) Ghost.Riders.2018.1080p.WEB.x264-13 ......................................... 2018-07-11 (049) Outliers.2017.720p.WEB.x264-13 .............................................. 2018-07-09 (048) Outliers.2017.1080p.WEB.x264-13 ............................................. 2018-07-09 (047) Native.2018.720p.WEB.x264-13 ................................................ 2018-07-07 (046) Native.2018.1080p.WEB.x264-13 ............................................... 2018-07-07 (045) Tribe.2017.720p.WEB.x264-13 ................................................. 2018-07-05 (044) Tribe.2017.1080p.WEB.x264-13 ................................................ 2018-07-05 (043) Far.Out.2018.720p.WEB.x264-13 ............................................... 2018-07-03 (042) Far.Out.2018.1080p.WEB.x264-13 .............................................. 2018-07-03 (041) The.Fight.2017.720p.WEB.x264-13 ............................................. 2018-07-01 (040) The.Fight.2017.1080p.WEB.x264-13 ............................................ 2018-07-01 (039) Endless.2018.720p.WEB.x264-13 ............................................... 2018-06-29 (038) Endless.2018.1080p.WEB.x264-13 .............................................. 2018-06-29 (037) Lost.Boys.2017.720p.WEB.x264-13 ............................................. 2018-06-27 (036) Lost.Boys.2017.1080p.WEB.x264-13 ............................................ 2018-06-27 (035) Pipeline.2018.720p.WEB.x264-13 .............................................. 2018-06-25 (034) Pipeline.2018.1080p.WEB.x264-13 ............................................. 2018-06-25 (033) Hidden.Valley.2017.720p.WEB.x264-13 ......................................... 2018-06-23 (032) Hidden.Valley.2017.1080p.WEB.x264-13 ........................................ 2018-06-23 (031) Crossroads.2018.720p.WEB.x264-13 ............................................ 2018-06-21 (030) Crossroads.2018.1080p.WEB.x264-13 ........................................... 2018-06-21 (029) The.Long.Way.2017.720p.WEB.x264-13 .......................................... 2018-06-19 (028) The.Long.Way.2017.1080p.WEB.x264-13 ......................................... 2018-06-19 (027) Snowbound.2018.720p.WEB.x264-13 ............................................. 2018-06-17 (026) Snowbound.2018.1080p.WEB.x264-13 ............................................ 2018-06-17 (025) Wilderness.2017.720p.WEB.x264-13 ............................................ 2018-06-15 (024) Wilderness.2017.1080p.WEB.x264-13 ........................................... 2018-06-15 (023) Skyline.2018.720p.WEB.x264-13 ............................................... 2018-06-13 (022) Skyline.2018.1080p.WEB.x264-13 .............................................. 2018-06-13 (021) Rebels.2017.720p.WEB.x264-13 ................................................ 2018-06-11 (020) Rebels.2017.1080p.WEB.x264-13 ............................................... 2018-06-11 (019) Gravity.2018.720p.WEB.x264-13 ............................................... 2018-06-09 (018) Gravity.2018.1080p.WEB.x264-13 .............................................. 2018-06-09 (017) Drifters.2017.720p.WEB.x264-13 .............................................. 2018-06-07 (016) Drifters.2017.1080p.WEB.x264-13 ............................................. 2018-06-07 (015) SPACE.INVADER.with.Jeff.Stockwell.2015.1080p ................................ 2018-06-05 (014) SPACE.INVADER.with.Jeff.Stockwell.2015.720p ................................. 2018-06-05 (013) Stockwell.and.DGK.Presents.Blood.Money.2011 ................................. 2018-06-03 (012) Far.From.Home.2018.720p.WEB.x264-13 ......................................... 2018-06-01 (011) Far.From.Home.2018.1080p.WEB.x264-13 ........................................ 2018-06-01 (010) Dead.Ends.2017.720p.WEB.x264-13 ............................................. 2018-05-30 (009) Dead.Ends.2017.1080p.WEB.x264-13 ............................................ 2018-05-30 (008) Summit.2018.720p.WEB.x264-13 ................................................ 2018-05-28 (007) Summit.2018.1080p.WEB.x264-13 ............................................... 2018-05-28 (006) Freeride.2017.720p.WEB.x264-13 .............................................. 2018-05-26 (005) Freeride.2017.1080p.WEB.x264-13 ............................................. 2018-05-26 (004) Moonrise.2018.720p.WEB.x264-13 .............................................. 2018-05-24 (003) Moonrise.2018.1080p.WEB.x264-13 ............................................. 2018-05-24 (002) Sidewalk.2017.720p.WEB.x264-13 .............................................. 2018-05-22 (001) Sidewalk.2017.1080p.WEB.x264-13 ............................................. 2018-05-22 ____________________________________________________________________________________________________ [ 13 ] 2013 - 2019 xyxy=(0,0,334,1072)
history-index: (070) xyxy=(2,825,14,830)
history-date: 2018-06-29 xyxy=(169,933,189,938)
history-index: (210) xyxy=(2,353,14,358)
history-date: 2018-10-31 xyxy=(169,532,189,536)
history-leader: .............................................. xyxy=(73,1004,169,1009)
history-title: Nuance.2017.1080p.WEB.x264-13 xyxy=(14,845,72,850)
history-title: Birdwatching.2017.720p.WEB.x264-13 xyxy=(14,869,81,874)
history-title: Skyline.2018.1080p.WEB.x264-13 xyxy=(14,987,74,992)
history-date: 2018-06-03 xyxy=(169,1018,189,1022)
history-index: (014) xyxy=(2,1014,14,1019)
history-leader: ......................................... xyxy=(83,950,169,955)
history-leader: ......................................... xyxy=(83,967,169,972)
history-leader: .............................. xyxy=(105,377,169,381)
history-title: Tracks.Finding.Fremont.2017.720p.WEB.x264-13 xyxy=(14,437,102,442)
history-date: 2018-12-16 xyxy=(169,383,189,388)
info-size: 826 MB xyxy=(115,98,127,103)
history-date: 2018-12-27 xyxy=(169,373,189,378)
history-title: UBC.FIS.WORLD.CHAMPIONSHIP.2017.720p.DOCU xyxy=(14,643,95,648)
history-date: 2018-07-05 xyxy=(169,913,189,918)
greets-line: INFERNAL ZBZ SAMPLE DAEDALUS RAMPAGE WUTANG LOLLY xyxy=(2,304,111,309)
page-marker-top: [ 13 ] xyxy=(161,71,173,76)
history-index: (129) xyxy=(2,626,14,631)
history-title: Cold.Coast.2018.720p.WEB.x264-13 xyxy=(14,849,78,853)
history-date: 2018-08-02 xyxy=(169,815,189,820)
history-index: (161) xyxy=(2,518,14,523)
history-date: 2018-08-14 xyxy=(169,774,189,779)
history-date: 2018-10-11 xyxy=(169,589,189,594)
history-leader: ........................................ xyxy=(85,859,169,863)
history-leader: ........................................... xyxy=(79,852,169,857)
history-index: (176) xyxy=(2,468,14,472)
info-release-date-label: [RELEASE DATE] xyxy=(107,84,135,89)
history-leader: ................................................. xyxy=(67,909,169,914)
history-index: (044) xyxy=(2,913,14,918)
history-date: 2018-06-09 xyxy=(169,997,189,1002)
history-date: 2018-09-15 xyxy=(169,670,189,674)
history-title: Grizzly.2018.1080p.WEB.x264-13 xyxy=(14,839,74,843)
history-index: (180) xyxy=(2,454,14,459)
history-index: (097) xyxy=(2,734,14,739)
release-notes-body xyxy=(2,163,332,217)
history-leader: ........................................ xyxy=(85,360,169,364)
history-leader: ............................................... xyxy=(71,916,169,921)
history-date: 2018-10-23 xyxy=(169,558,189,563)
history-index: (034) xyxy=(2,946,14,951)
history-index: (115) xyxy=(2,673,14,678)
history-date: 2018-11-02 xyxy=(169,525,189,530)
history-leader: .............................................. xyxy=(73,1055,169,1059)
history-index: (020) xyxy=(2,994,14,998)
history-date: 2018-09-29 xyxy=(169,626,189,631)
history-index: (112) xyxy=(2,684,14,688)
history-leader: ...................................... xyxy=(89,606,169,611)
history-leader: .......................................... xyxy=(81,889,169,894)
history-date: 2018-06-15 xyxy=(169,980,189,985)
history-title: Forecast.Eiger.2018.720p.WEB.x264-13 xyxy=(14,532,86,536)
history-index: (028) xyxy=(2,967,14,972)
history-index: (061) xyxy=(2,855,14,860)
history-leader: ................................................ xyxy=(69,471,169,476)
history-date: 2018-07-25 xyxy=(169,845,189,850)
audio-row-2-label: [DELAY] xyxy=(2,132,16,137)
history-leader: ................................................. xyxy=(67,481,169,486)
history-leader: ................................................. xyxy=(67,373,169,378)
history-date: 2018-11-20 xyxy=(169,468,189,472)
history-index: (060) xyxy=(2,859,14,863)
history-leader: .............................................. xyxy=(73,896,169,901)
history-leader: ..................................... xyxy=(91,400,169,405)
